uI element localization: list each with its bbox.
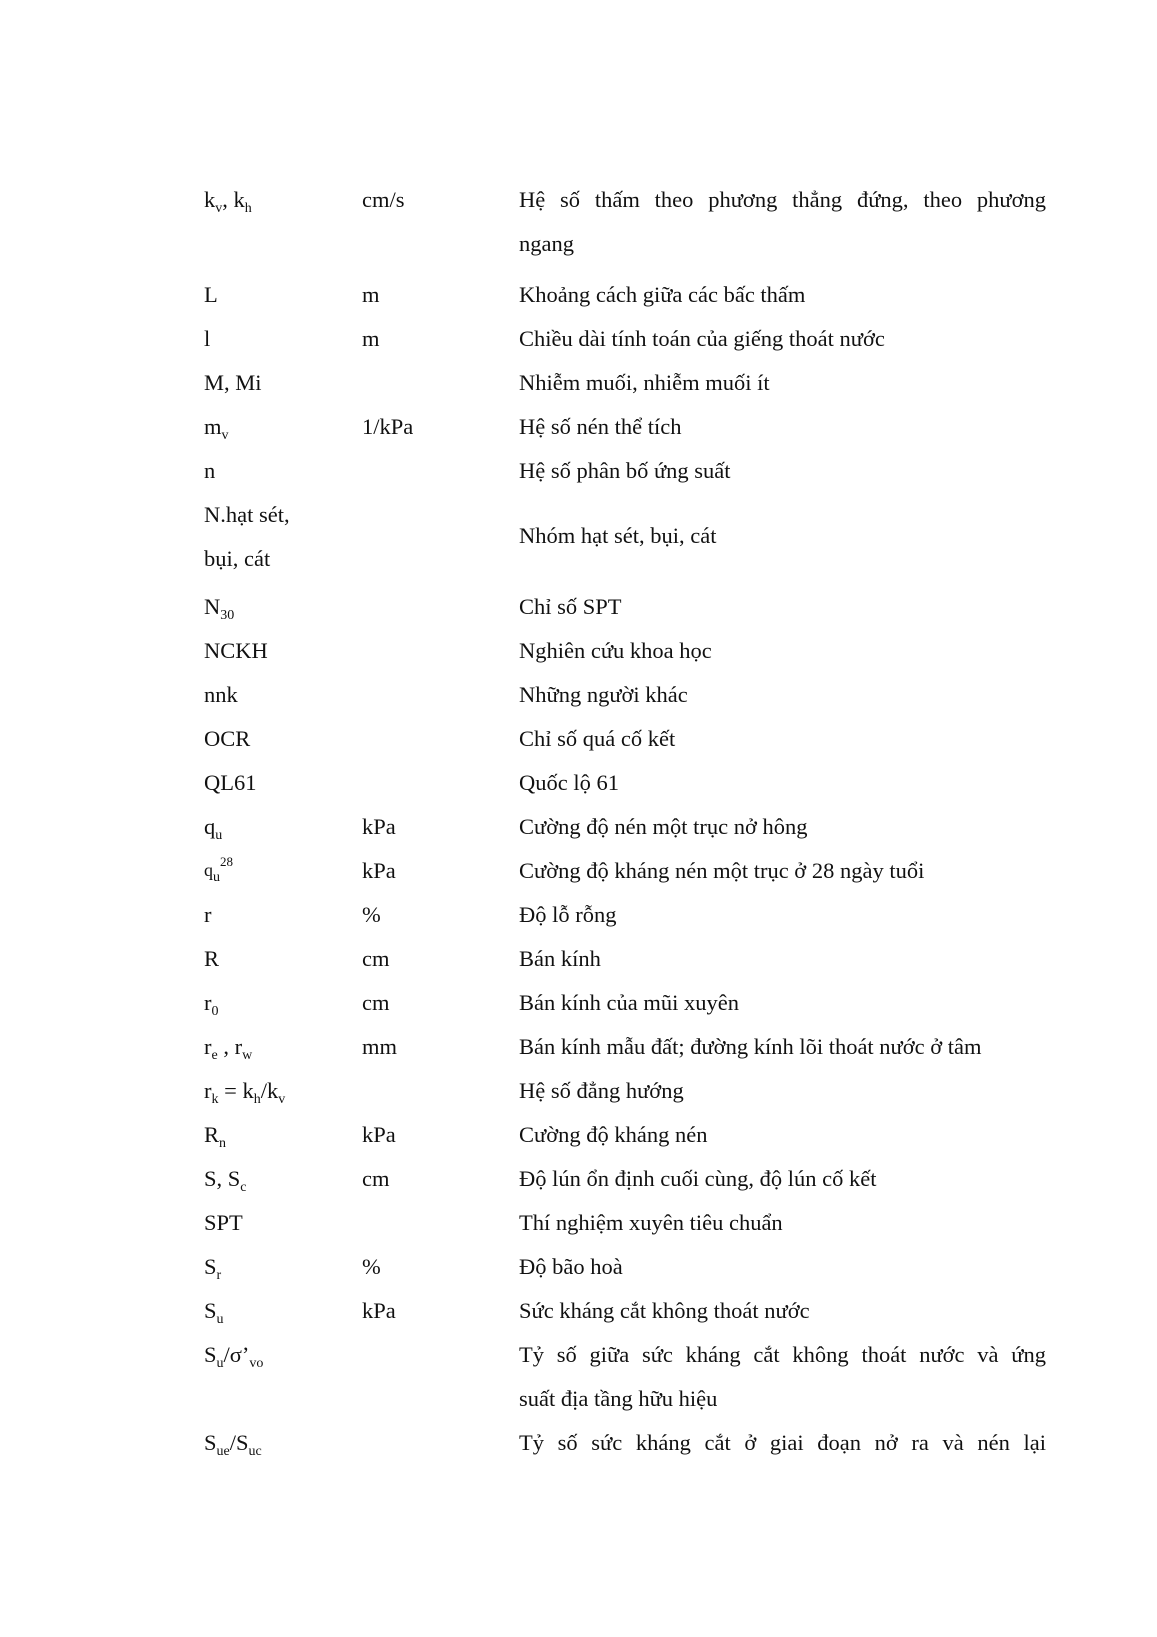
- symbol-cell: $S_u$: [204, 1298, 224, 1327]
- symbol-cell: r: [204, 902, 212, 927]
- description-cell: Hệ số phân bố ứng suất: [519, 458, 731, 483]
- symbol-cell: L: [204, 282, 218, 307]
- symbol-cell: S, $S_c$: [204, 1166, 247, 1195]
- unit-cell: cm: [362, 946, 390, 971]
- symbol-cell: $S_u/\sigma’_{vo}$: [204, 1342, 264, 1371]
- unit-cell: mm: [362, 1034, 398, 1059]
- unit-cell: m: [362, 282, 380, 307]
- symbol-cell: NCKH: [204, 638, 268, 663]
- description-cell: Bán kính của mũi xuyên: [519, 990, 739, 1015]
- description-cell: Hệ số đẳng hướng: [519, 1078, 684, 1103]
- description-cell: [519, 178, 1046, 265]
- symbol-cell: n: [204, 458, 216, 483]
- description-line: Hệ số thấm theo phương thẳng đứng, theo phương: [519, 187, 1046, 212]
- description-cell: Cường độ kháng nén: [519, 1122, 708, 1147]
- symbol-cell: SPT: [204, 1210, 243, 1235]
- symbol-cell: $k_v$, $k_h$: [204, 187, 252, 216]
- description-cell: [519, 1421, 1046, 1465]
- unit-cell: kPa: [362, 858, 396, 883]
- unit-cell: kPa: [362, 1298, 396, 1323]
- symbol-cell: $q_u^{28}$: [204, 854, 233, 885]
- description-cell: Độ lỗ rỗng: [519, 902, 617, 927]
- symbol-cell: R: [204, 946, 220, 971]
- description-cell: Thí nghiệm xuyên tiêu chuẩn: [519, 1210, 783, 1235]
- description-cell: Bán kính mẫu đất; đường kính lõi thoát nước ở tâm: [519, 1034, 982, 1059]
- unit-cell: %: [362, 1254, 381, 1279]
- description-cell: Nhóm hạt sét, bụi, cát: [519, 523, 717, 548]
- description-cell: Độ bão hoà: [519, 1254, 623, 1279]
- description-cell: Chỉ số SPT: [519, 594, 622, 619]
- description-cell: Hệ số nén thể tích: [519, 414, 682, 439]
- description-line: Tỷ số sức kháng cắt ở giai đoạn nở ra và nén lại: [519, 1430, 1046, 1455]
- description-cell: Chỉ số quá cố kết: [519, 726, 676, 751]
- unit-cell: cm: [362, 990, 390, 1015]
- symbol-cell: $m_v$: [204, 414, 229, 443]
- description-cell: Bán kính: [519, 946, 601, 971]
- description-cell: Độ lún ổn định cuối cùng, độ lún cố kết: [519, 1166, 877, 1191]
- description-cell: Những người khác: [519, 682, 688, 707]
- symbol-cell: $r_e$ , $r_w$: [204, 1034, 253, 1063]
- unit-cell: m: [362, 326, 380, 351]
- symbol-cell: $S_{ue}/S_{uc}$: [204, 1430, 262, 1459]
- unit-cell: cm/s: [362, 187, 405, 212]
- symbol-cell: nnk: [204, 682, 238, 707]
- description-cell: Cường độ nén một trục nở hông: [519, 814, 808, 839]
- symbol-cell: $q_u$: [204, 814, 223, 843]
- description-cell: Sức kháng cắt không thoát nước: [519, 1298, 810, 1323]
- symbol-cell: $R_n$: [204, 1122, 227, 1151]
- description-cell: Nhiễm muối, nhiễm muối ít: [519, 370, 770, 395]
- symbol-cell: QL61: [204, 770, 257, 795]
- description-line: ngang: [519, 230, 574, 256]
- unit-cell: kPa: [362, 1122, 396, 1147]
- description-cell: Cường độ kháng nén một trục ở 28 ngày tuổi: [519, 858, 925, 883]
- unit-cell: kPa: [362, 814, 396, 839]
- symbol-cell: $S_r$: [204, 1254, 222, 1283]
- symbol-cell: l: [204, 326, 211, 351]
- unit-cell: %: [362, 902, 381, 927]
- description-cell: Chiều dài tính toán của giếng thoát nước: [519, 326, 885, 351]
- description-cell: [519, 1333, 1046, 1420]
- symbol-cell: M, Mi: [204, 370, 262, 395]
- description-line: Tỷ số giữa sức kháng cắt không thoát nước và ứng: [519, 1342, 1046, 1367]
- unit-cell: 1/kPa: [362, 414, 414, 439]
- symbol-cell: OCR: [204, 726, 251, 751]
- symbol-cell: $r_0$: [204, 990, 219, 1019]
- symbol-cell: $r_k = k_h/k_v$: [204, 1078, 286, 1107]
- description-cell: Khoảng cách giữa các bấc thấm: [519, 282, 806, 307]
- description-cell: Quốc lộ 61: [519, 770, 619, 795]
- unit-cell: cm: [362, 1166, 390, 1191]
- symbol-cell: N.hạt sét, bụi, cát: [204, 502, 290, 571]
- symbol-cell: $N_{30}$: [204, 594, 235, 623]
- description-line: suất địa tầng hữu hiệu: [519, 1385, 718, 1411]
- description-cell: Nghiên cứu khoa học: [519, 638, 712, 663]
